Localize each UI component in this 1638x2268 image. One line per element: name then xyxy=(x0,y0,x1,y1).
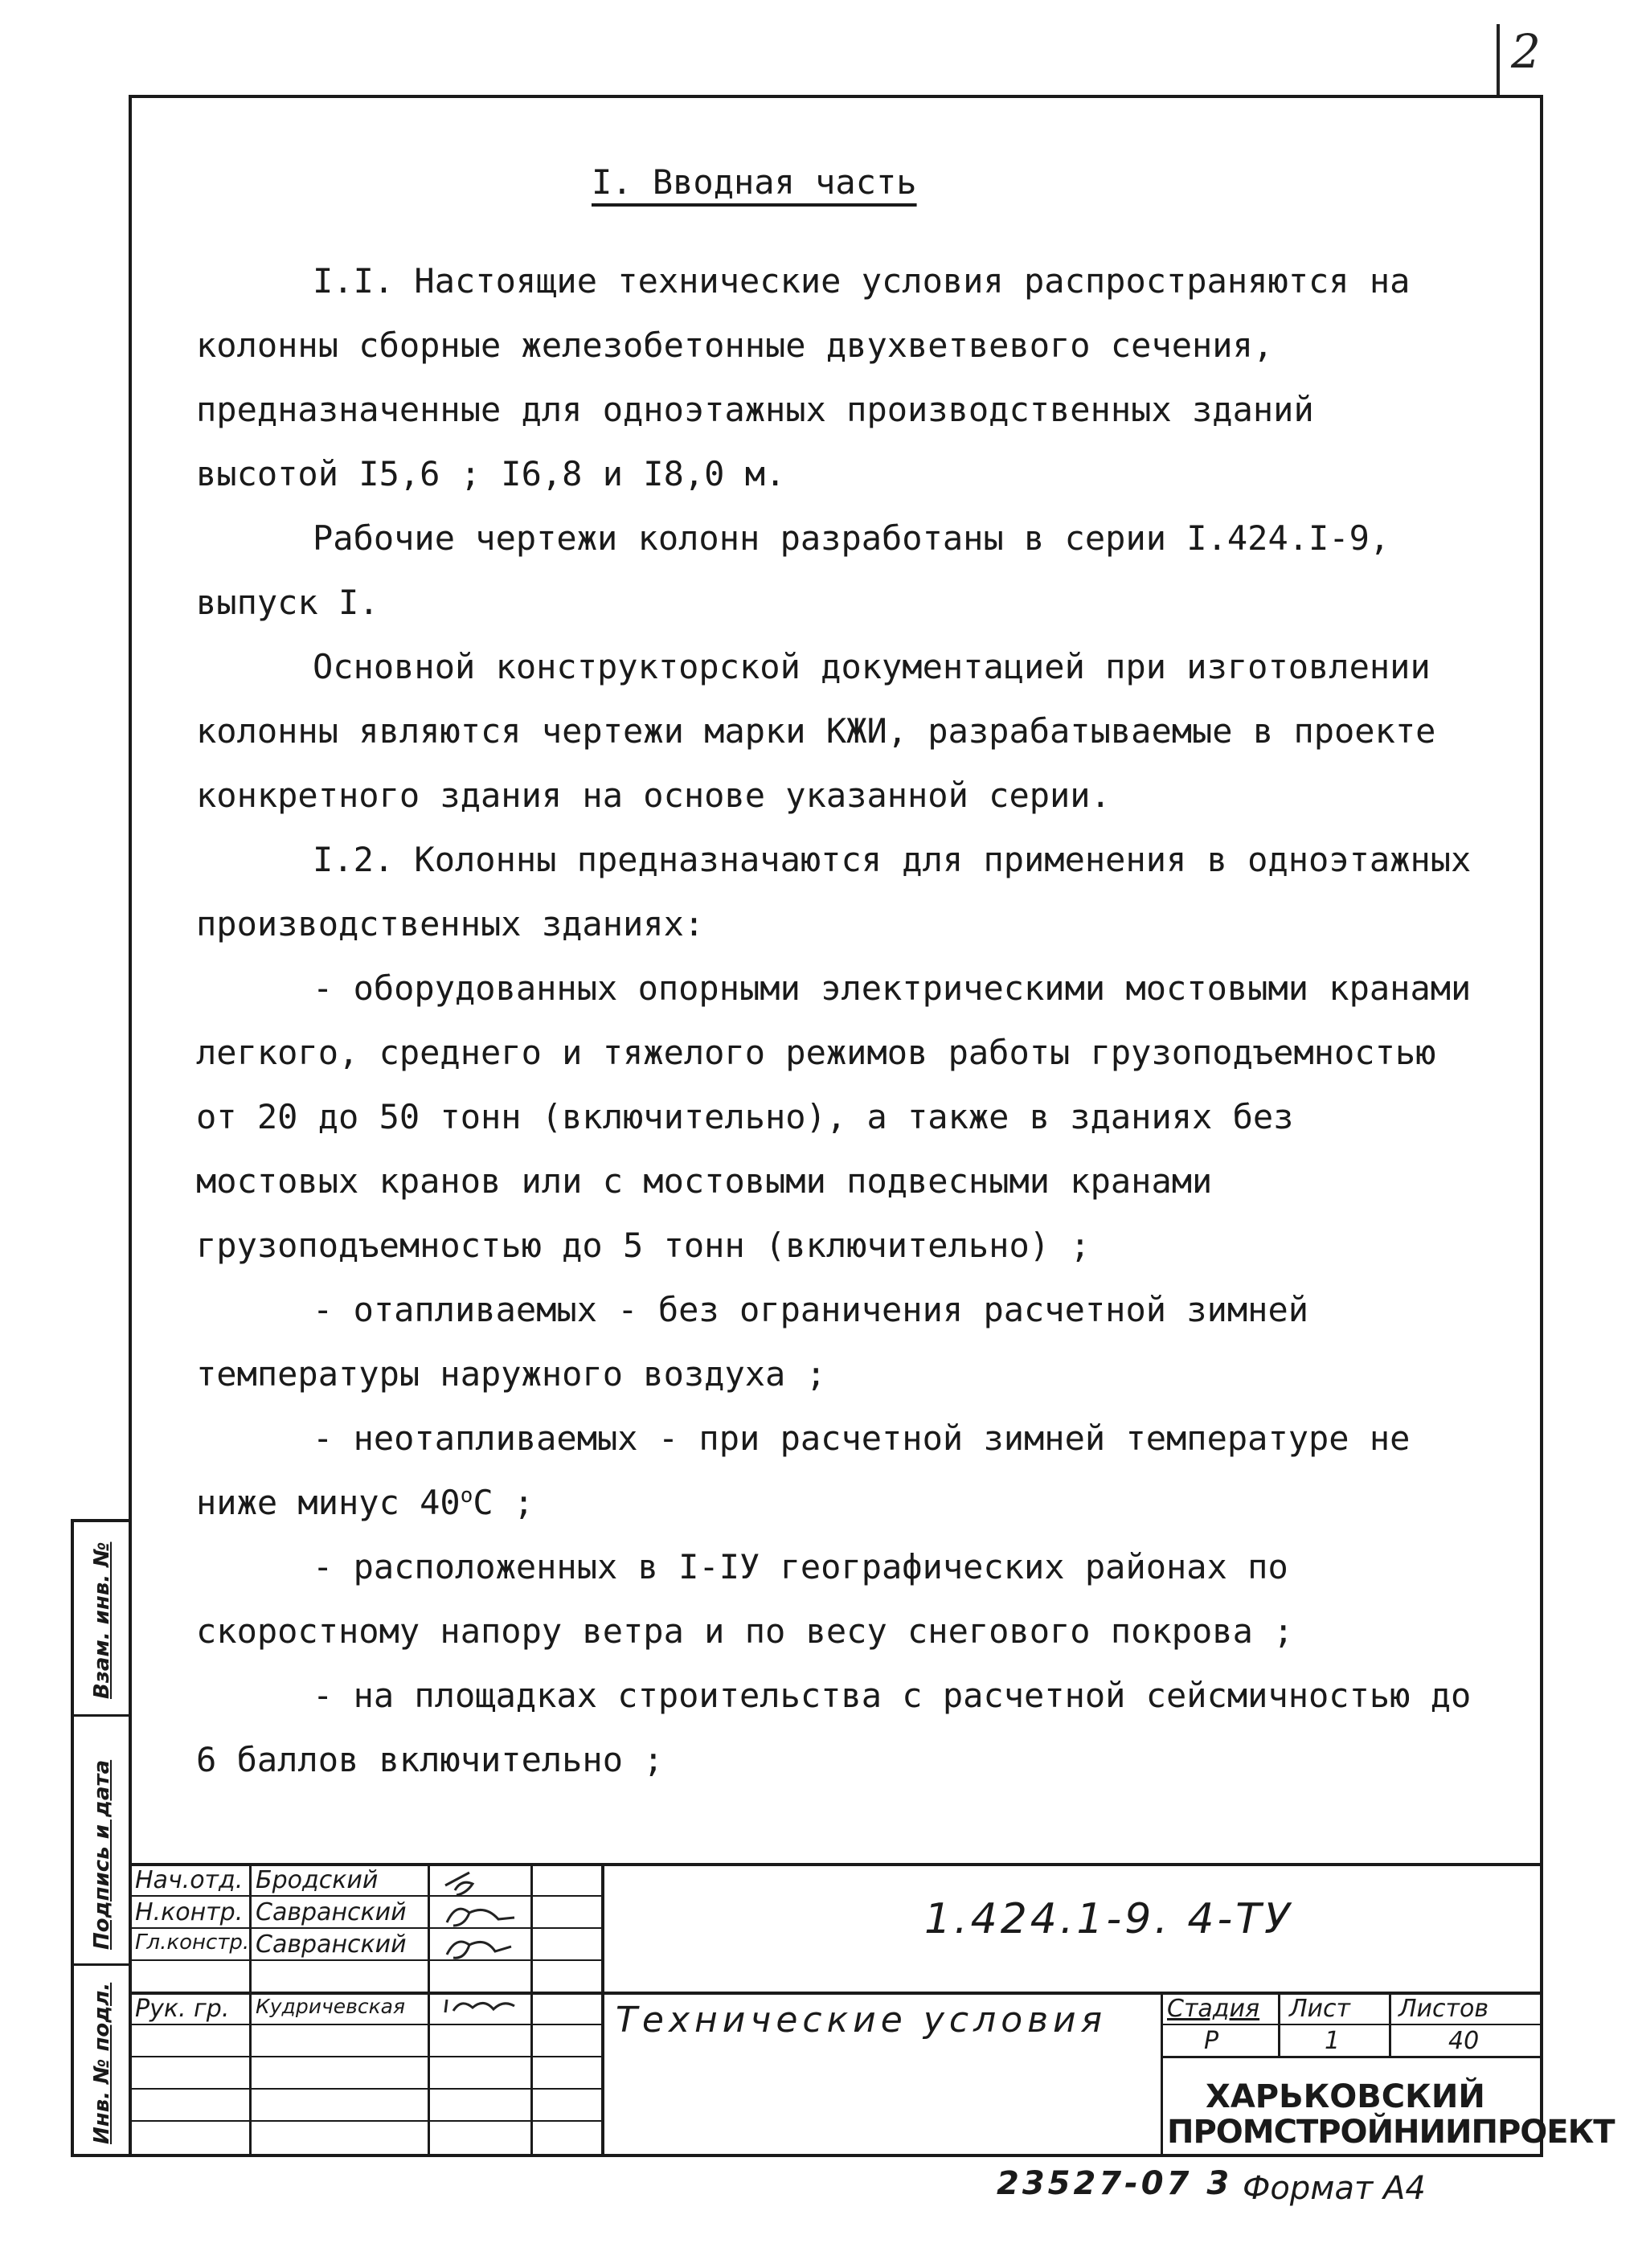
name-norm-control: Савранский xyxy=(256,1898,407,1926)
tb-h-3 xyxy=(129,1959,601,1961)
sheets-value: 40 xyxy=(1448,2027,1480,2055)
sheet-value: 1 xyxy=(1325,2027,1341,2055)
corner-tick xyxy=(1497,24,1500,95)
tb-h-6 xyxy=(129,2056,601,2057)
list-item-heated: - отапливаемых - без ограничения расчетной зимней температуры наружного воздуха ; xyxy=(196,1290,1309,1394)
tb-h-10 xyxy=(1161,2056,1543,2058)
role-group-lead: Рук. гр. xyxy=(135,1995,230,2023)
tb-h-9 xyxy=(1161,2024,1543,2025)
side-cell-original xyxy=(74,1966,129,2157)
tb-h-7 xyxy=(129,2088,601,2090)
degree-sign: о xyxy=(460,1484,473,1508)
format-label: Формат А4 xyxy=(1243,2170,1426,2207)
list-item-seismic: - на площадках строительства с расчетной сейсмичностью до 6 баллов включительно ; xyxy=(196,1676,1472,1779)
tb-h-1 xyxy=(129,1895,601,1897)
side-cell-replace xyxy=(74,1522,129,1717)
side-label-replace: Взам. инв. № xyxy=(90,1541,114,1699)
tb-v-5 xyxy=(1161,1992,1163,2157)
tb-v-1 xyxy=(249,1863,252,2157)
role-dept-head: Нач.отд. xyxy=(135,1866,244,1894)
list-item-regions: - расположенных в I-IУ географических районах по скоростному напору ветра и по весу снегового покрова ; xyxy=(196,1547,1294,1651)
title-block xyxy=(129,1863,1615,2157)
unheated-text: - неотапливаемых - при расчетной зимней температуре не ниже минус 40 xyxy=(196,1419,1411,1522)
name-group-lead: Кудричевская xyxy=(256,1995,406,2018)
tb-h-5 xyxy=(129,2024,601,2025)
document-code: 1.424.1-9. 4-ТУ xyxy=(924,1895,1293,1943)
paragraph-documentation: Основной конструкторской документацией при изготовлении колонны являются чертежи марки КЖИ, разрабатываемые в проекте конкретного здания на основе указанной серии. xyxy=(196,647,1436,815)
side-label-original: Инв. № подл. xyxy=(90,1982,114,2144)
tb-v-3 xyxy=(530,1863,533,2157)
list-item-cranes: - оборудованных опорными электрическими мостовыми кранами легкого, среднего и тяжелого режимов работы грузоподъемностью от 20 до 50 тонн (включительно), а также в зданиях без мостовых кранов или с мостовыми подвесными кранами грузоподъемностью до 5 тонн (включительно) ; xyxy=(196,968,1472,1265)
side-label-signature: Подпись и дата xyxy=(90,1759,114,1950)
organization-line-1: ХАРЬКОВСКИЙ xyxy=(1206,2078,1485,2115)
role-norm-control: Н.контр. xyxy=(135,1898,244,1926)
document-name: Технические условия xyxy=(616,2000,1108,2041)
signatures xyxy=(437,1866,526,2019)
paragraph-series: Рабочие чертежи колонн разработаны в серии I.424.I-9, выпуск I. xyxy=(196,518,1390,622)
organization-line-2: ПРОМСТРОЙНИИПРОЕКТ xyxy=(1167,2114,1615,2151)
list-item-unheated xyxy=(196,1406,1474,1535)
role-chief-designer: Гл.констр. xyxy=(135,1930,250,1955)
tb-v-4 xyxy=(601,1863,604,2157)
name-chief-designer: Савранский xyxy=(256,1930,407,1959)
stage-value: Р xyxy=(1204,2027,1219,2055)
side-cell-signature xyxy=(74,1717,129,1966)
sheet-mark: 2 xyxy=(1511,24,1541,79)
sheets-header: Листов xyxy=(1398,1995,1489,2023)
temp-unit: С ; xyxy=(473,1483,534,1522)
section-title: I. Вводная часть xyxy=(592,162,917,202)
tb-h-8 xyxy=(129,2120,601,2122)
sheet-header: Лист xyxy=(1289,1995,1351,2023)
tb-h-2 xyxy=(129,1927,601,1929)
stage-header: Стадия xyxy=(1167,1995,1260,2023)
paragraph-1-2: I.2. Колонны предназначаются для применения в одноэтажных производственных зданиях: xyxy=(196,840,1472,944)
paragraph-1-1: I.I. Настоящие технические условия распространяются на колонны сборные железобетонные двухветвевого сечения, предназначенные для одноэтажных производственных зданий высотой I5,6 ; I6,8 и I8,0 м. xyxy=(196,261,1411,493)
tb-v-2 xyxy=(428,1863,430,2157)
side-strip xyxy=(71,1519,129,2157)
name-dept-head: Бродский xyxy=(256,1866,379,1894)
footer-code: 23527-07 3 xyxy=(997,2165,1233,2202)
